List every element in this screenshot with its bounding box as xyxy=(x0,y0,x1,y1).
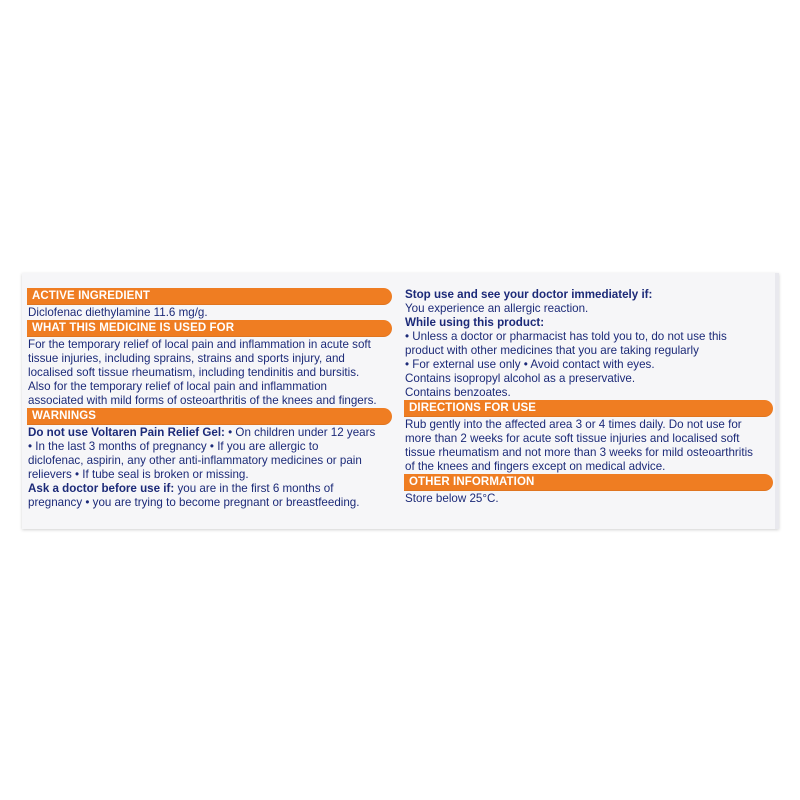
uses-line: localised soft tissue rheumatism, including tendinitis and bursitis. xyxy=(28,366,360,379)
ask-doctor-line xyxy=(28,482,412,496)
uses-line: tissue injuries, including sprains, strains and sports injury, and xyxy=(28,352,345,365)
directions-line: of the knees and fingers except on medical advice. xyxy=(405,460,666,473)
directions-text xyxy=(404,418,777,474)
while-line: • For external use only • Avoid contact with eyes. xyxy=(405,358,655,371)
other-info-heading: OTHER INFORMATION xyxy=(404,474,773,491)
directions-line: more than 2 weeks for acute soft tissue injuries and localised soft xyxy=(405,432,740,445)
directions-line: Rub gently into the affected area 3 or 4 times daily. Do not use for xyxy=(405,418,742,431)
active-ingredient-heading: ACTIVE INGREDIENT xyxy=(27,288,392,305)
do-not-use-label: Do not use Voltaren Pain Relief Gel: xyxy=(28,426,225,439)
uses-line: associated with mild forms of osteoarthritis of the knees and fingers. xyxy=(28,394,377,407)
uses-heading: WHAT THIS MEDICINE IS USED FOR xyxy=(27,320,392,337)
do-not-use-line xyxy=(28,426,412,440)
while-using-label: While using this product: xyxy=(405,316,545,329)
right-column xyxy=(404,288,777,506)
other-info-text: Store below 25°C. xyxy=(405,492,499,505)
warning-line: relievers • If tube seal is broken or missing. xyxy=(28,468,249,481)
uses-line: For the temporary relief of local pain and inflammation in acute soft xyxy=(28,338,371,351)
warning-line: • In the last 3 months of pregnancy • If you are allergic to xyxy=(28,440,319,453)
while-line: Contains isopropyl alcohol as a preservative. xyxy=(405,372,636,385)
while-line: • Unless a doctor or pharmacist has told you to, do not use this xyxy=(405,330,727,343)
while-using-text xyxy=(404,330,777,400)
while-line: Contains benzoates. xyxy=(405,386,511,399)
ask-doctor-line-2: pregnancy • you are trying to become pregnant or breastfeeding. xyxy=(28,496,360,509)
uses-text xyxy=(27,338,412,408)
ask-doctor-label: Ask a doctor before use if: xyxy=(28,482,175,495)
directions-heading: DIRECTIONS FOR USE xyxy=(404,400,773,417)
warning-line: diclofenac, aspirin, any other anti-inflammatory medicines or pain xyxy=(28,454,362,467)
ask-doctor-text: you are in the first 6 months of xyxy=(174,482,334,495)
warnings-text xyxy=(27,426,412,510)
warnings-heading: WARNINGS xyxy=(27,408,392,425)
do-not-use-text: • On children under 12 years xyxy=(224,426,376,439)
stop-use-text: You experience an allergic reaction. xyxy=(405,302,589,315)
while-line: product with other medicines that you are taking regularly xyxy=(405,344,699,357)
left-column xyxy=(27,288,412,510)
directions-line: tissue rheumatism and not more than 3 weeks for mild osteoarthritis xyxy=(405,446,753,459)
active-ingredient-text: Diclofenac diethylamine 11.6 mg/g. xyxy=(28,306,208,319)
uses-line: Also for the temporary relief of local pain and inflammation xyxy=(28,380,328,393)
medicine-label-panel xyxy=(22,273,779,529)
stop-use-label: Stop use and see your doctor immediately if: xyxy=(405,288,653,301)
